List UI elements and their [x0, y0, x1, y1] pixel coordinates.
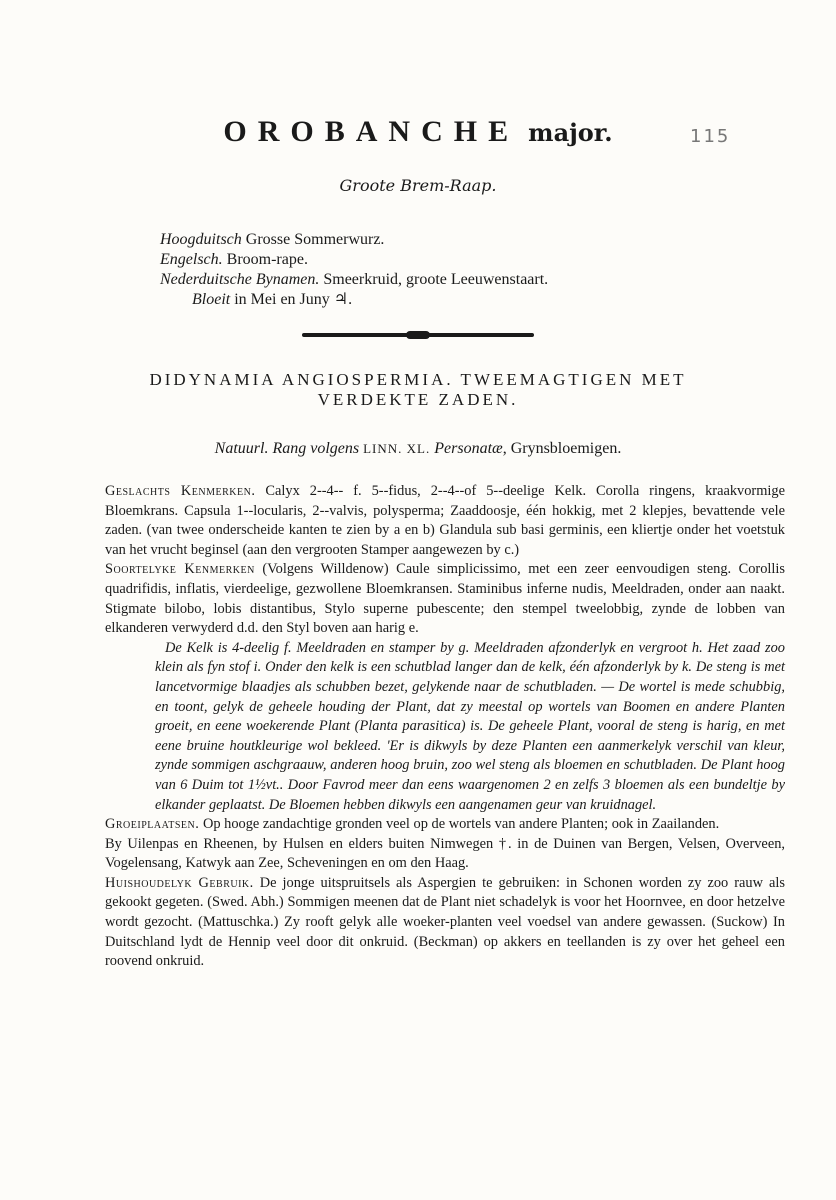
- huishoudelyk-text: De jonge uitspruitsels als Aspergien te gebruiken: in Schonen worden zy zoo rauw als gekookt gegeten. (Swed. Abh.) Sommigen meenen dat de Plant niet schadelyk is voor het Hoornvee, en door hetzelve wordt gezocht. (Mattuschka.) Zy rooft gelyk alle woeker-planten veel voedsel van andere gewassen. (Suckow) In Duitschland lydt de Hennip veel door dit onkruid. (Beckman) op akkers en teellanden is zy over het geheel een roovend onkruid.: [105, 874, 785, 970]
- nederduitsche-row: [160, 270, 548, 290]
- groeiplaatsen-text: Op hooge zandachtige gronden veel op de wortels van andere Planten; ook in Zaailanden.: [202, 816, 720, 833]
- rang-linn: LINN. XL.: [363, 441, 431, 456]
- hoogduitsch-label: Hoogduitsch: [160, 231, 242, 248]
- soort-text: (Volgens Willdenow) Caule simplicissimo, met een zeer eenvoudigen steng. Corollis quadrifidis, inflatis, vierdeelige, gezwollene Bloemkransen. Staminibus inferne nudis, Meeldraden, onder aan naakt. Stigmate bilobo, lobis distantibus, Stylo superne pubescente; den stempel tweelobbig, zynde de lobben van elkanderen verwyderd d.d. den Styl boven aan harig e.: [105, 561, 785, 637]
- rang-grynsbloemigen: , Grynsbloemigen.: [502, 440, 622, 457]
- groeiplaatsen-heading: Groeiplaatsen.: [105, 816, 200, 833]
- geslachts-paragraph: [105, 482, 785, 560]
- natural-rank-line: [0, 440, 836, 458]
- engelsch-row: [160, 250, 548, 270]
- hoogduitsch-value: Grosse Sommerwurz.: [245, 231, 385, 248]
- locations-paragraph: By Uilenpas en Rheenen, by Hulsen en elders buiten Nimwegen †. in de Duinen van Bergen, Velsen, Overveen, Vogelensang, Katwyk aan Zee, Scheveningen en om den Haag.: [105, 835, 785, 872]
- pencil-page-note: 115: [690, 126, 731, 147]
- nederduitsche-value: Smeerkruid, groote Leeuwenstaart.: [323, 271, 549, 288]
- rang-personatae: Personatæ: [434, 440, 503, 457]
- bloei-label: Bloeit: [192, 291, 231, 308]
- description-paragraph: De Kelk is 4-deelig f. Meeldraden en stamper by g. Meeldraden afzonderlyk en vergroot h. Het zaad zoo klein als fyn stof i. Onder den kelk is een schutblad langer dan de kelk, één afzonderlyk by k. De steng is met lancetvormige blaadjes als schubben bezet, gelykende naar de schutbladen. — De wortel is mede schubbig, en toont, gelyk de geheele houding der Plant, dat zy meestal op wortels van Boomen en andere Planten groeit, en eene woekerende Plant (Planta parasitica) is. De geheele Plant, vooral de steng is harig, en met eene bruine houtkleurige wol bekleed. 'Er is dikwyls by deze Planten een aanmerkelyk verschil van kleur, zynde sommigen aschgraauw, anderen hoog bruin, zoo wel steng als bloemen en schutbladen. De Plant hoog van 6 Duim tot 1½vt.. Door Favrod meer dan eens waargenomen 2 en zelfs 3 bloemen als een bundeltje by elkander geplaatst. De Bloemen hebben dikwyls een aangenamen geur van kruidnagel.: [155, 639, 785, 813]
- genus-title: OROBANCHE: [223, 115, 520, 148]
- geslachts-heading: Geslachts Kenmerken.: [105, 483, 256, 499]
- classification-heading: [0, 370, 836, 410]
- classification-line-1: DIDYNAMIA ANGIOSPERMIA. TWEEMAGTIGEN MET: [149, 370, 687, 389]
- species-epithet: major.: [528, 118, 613, 147]
- rang-label: Natuurl. Rang volgens: [214, 440, 360, 457]
- engelsch-value: Broom-rape.: [226, 251, 308, 268]
- ornamental-rule: [302, 333, 534, 337]
- bloei-value: in Mei en Juny ♃.: [234, 291, 353, 308]
- hoogduitsch-row: [160, 230, 548, 250]
- soort-heading: Soortelyke Kenmerken: [105, 561, 255, 578]
- classification-line-2: VERDEKTE ZADEN.: [317, 390, 519, 409]
- bloei-row: [160, 290, 548, 310]
- main-text: [105, 482, 785, 972]
- huishoudelyk-heading: Huishoudelyk Gebruik.: [105, 874, 254, 891]
- soort-paragraph: [105, 560, 785, 638]
- dutch-name: Groote Brem-Raap.: [339, 176, 497, 195]
- nederduitsche-label: Nederduitsche Bynamen.: [160, 271, 320, 288]
- groeiplaatsen-paragraph: [105, 815, 785, 835]
- huishoudelyk-paragraph: [105, 874, 785, 972]
- geslachts-text: Calyx 2--4-- f. 5--fidus, 2--4--of 5--deelige Kelk. Corolla ringens, kraakvormige Bloemkrans. Capsula 1--locularis, 2--valvis, polysperma; Zaaddoosje, één hokkig, met 2 klepjes, bevattende vele zaden. (van twee onderscheide kanten te zien by a en b) Glandula sub basi germinis, een kliertje onder het voetstuk van het vrucht beginsel (aan den vergrooten Stamper aangewezen by c.): [105, 483, 785, 558]
- vernacular-names: [160, 230, 548, 310]
- engelsch-label: Engelsch.: [160, 251, 223, 268]
